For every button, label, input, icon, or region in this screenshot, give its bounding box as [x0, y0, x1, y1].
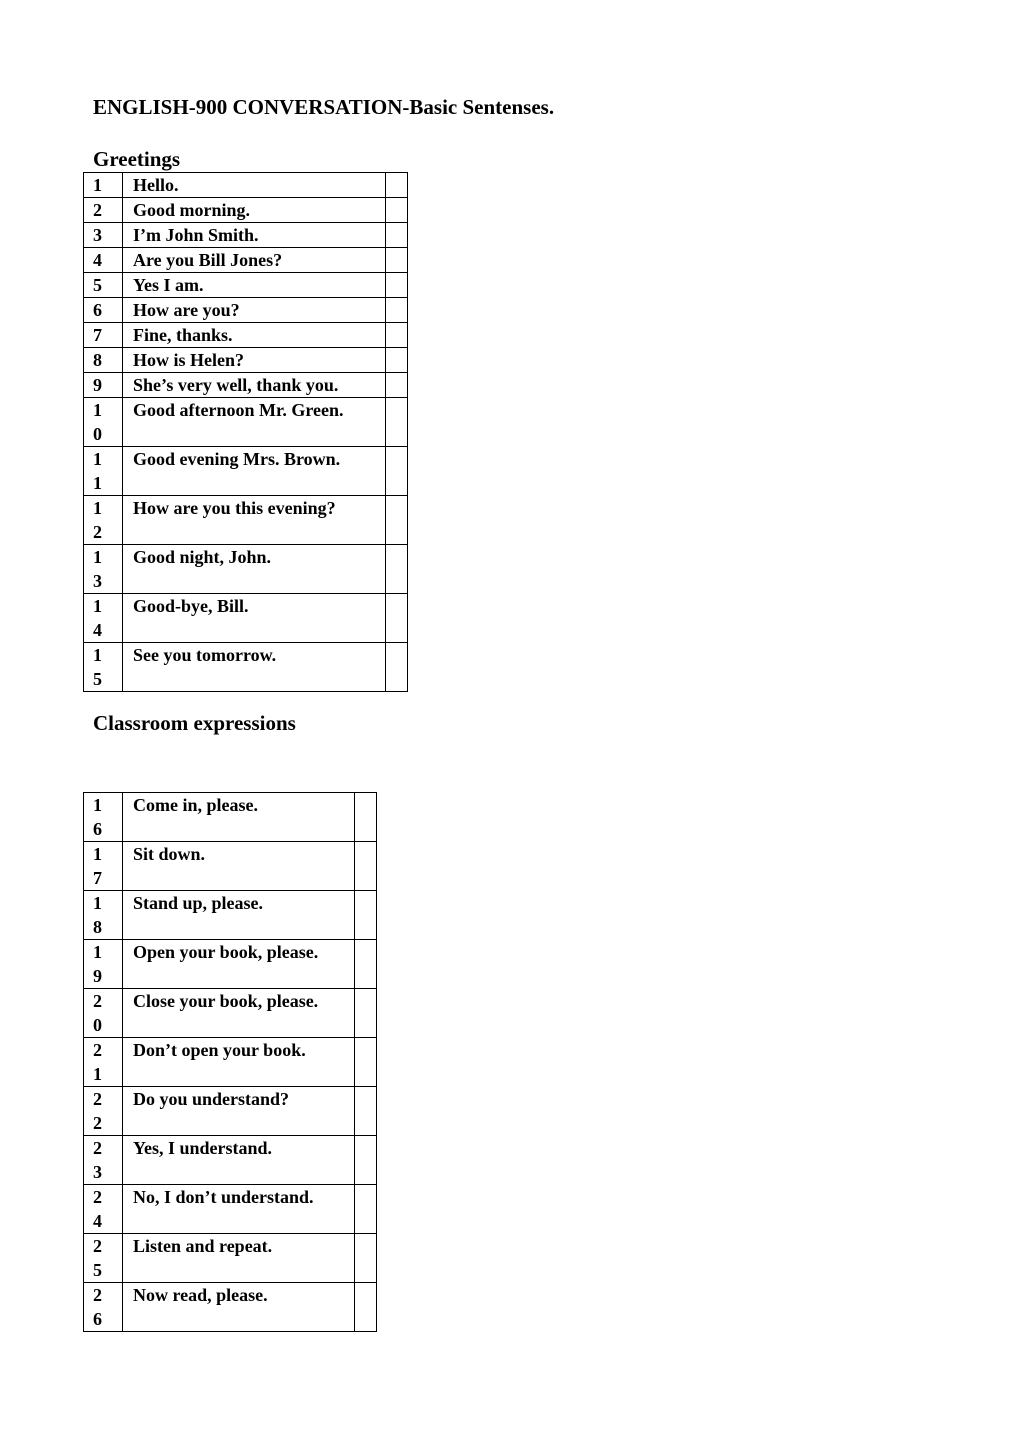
sentence-text: Stand up, please.: [123, 891, 355, 940]
section-heading-greetings: Greetings: [93, 147, 181, 171]
blank-cell: [355, 1038, 377, 1087]
blank-cell: [386, 398, 408, 447]
row-number: 20: [93, 991, 102, 1035]
table-row: [84, 248, 408, 273]
blank-cell: [355, 1185, 377, 1234]
table-row: [84, 989, 377, 1038]
table-row: [84, 1038, 377, 1087]
table-row: [84, 198, 408, 223]
sentence-text: Good morning.: [123, 198, 386, 223]
table-row: [84, 373, 408, 398]
blank-cell: [386, 348, 408, 373]
blank-cell: [355, 1234, 377, 1283]
greetings-table: [83, 172, 408, 692]
sentence-text: Open your book, please.: [123, 940, 355, 989]
row-number: 6: [93, 300, 102, 320]
row-number: 8: [93, 350, 102, 370]
sentence-text: Don’t open your book.: [123, 1038, 355, 1087]
row-number: 9: [93, 375, 102, 395]
row-number: 7: [93, 325, 102, 345]
row-number: 19: [93, 942, 102, 986]
row-number: 22: [93, 1089, 102, 1133]
blank-cell: [355, 891, 377, 940]
sentence-text: Come in, please.: [123, 793, 355, 842]
table-row: [84, 348, 408, 373]
row-number: 24: [93, 1187, 102, 1231]
document-title: ENGLISH-900 CONVERSATION-Basic Sentenses.: [93, 95, 555, 119]
row-number: 26: [93, 1285, 102, 1329]
blank-cell: [386, 594, 408, 643]
table-row: [84, 273, 408, 298]
blank-cell: [386, 223, 408, 248]
sentence-text: Hello.: [123, 173, 386, 198]
table-row: [84, 842, 377, 891]
row-number: 14: [93, 596, 102, 640]
row-number: 16: [93, 795, 102, 839]
blank-cell: [386, 643, 408, 692]
row-number: 17: [93, 844, 102, 888]
table-row: [84, 1087, 377, 1136]
table-row: [84, 496, 408, 545]
row-number: 3: [93, 225, 102, 245]
sentence-text: Now read, please.: [123, 1283, 355, 1332]
sentence-text: Listen and repeat.: [123, 1234, 355, 1283]
sentence-text: Yes I am.: [123, 273, 386, 298]
blank-cell: [355, 842, 377, 891]
blank-cell: [386, 248, 408, 273]
row-number: 5: [93, 275, 102, 295]
table-row: [84, 643, 408, 692]
row-number: 1: [93, 175, 102, 195]
blank-cell: [386, 373, 408, 398]
table-row: [84, 298, 408, 323]
table-row: [84, 545, 408, 594]
sentence-text: Good night, John.: [123, 545, 386, 594]
sentence-text: Good evening Mrs. Brown.: [123, 447, 386, 496]
table-row: [84, 940, 377, 989]
blank-cell: [355, 940, 377, 989]
sentence-text: Fine, thanks.: [123, 323, 386, 348]
blank-cell: [386, 447, 408, 496]
row-number: 11: [93, 449, 102, 493]
row-number: 4: [93, 250, 102, 270]
sentence-text: She’s very well, thank you.: [123, 373, 386, 398]
section-heading-classroom: Classroom expressions: [93, 711, 296, 735]
row-number: 12: [93, 498, 102, 542]
blank-cell: [386, 323, 408, 348]
blank-cell: [386, 198, 408, 223]
blank-cell: [355, 1136, 377, 1185]
row-number: 10: [93, 400, 102, 444]
sentence-text: How are you?: [123, 298, 386, 323]
blank-cell: [355, 989, 377, 1038]
classroom-table: [83, 792, 377, 1332]
row-number: 18: [93, 893, 102, 937]
row-number: 15: [93, 645, 102, 689]
row-number: 25: [93, 1236, 102, 1280]
blank-cell: [355, 793, 377, 842]
sentence-text: Good-bye, Bill.: [123, 594, 386, 643]
sentence-text: How are you this evening?: [123, 496, 386, 545]
table-row: [84, 594, 408, 643]
row-number: 2: [93, 200, 102, 220]
sentence-text: No, I don’t understand.: [123, 1185, 355, 1234]
table-row: [84, 891, 377, 940]
table-row: [84, 1283, 377, 1332]
table-row: [84, 323, 408, 348]
table-row: [84, 173, 408, 198]
sentence-text: How is Helen?: [123, 348, 386, 373]
table-row: [84, 398, 408, 447]
blank-cell: [386, 173, 408, 198]
sentence-text: Yes, I understand.: [123, 1136, 355, 1185]
table-row: [84, 1185, 377, 1234]
table-row: [84, 1136, 377, 1185]
sentence-text: See you tomorrow.: [123, 643, 386, 692]
row-number: 21: [93, 1040, 102, 1084]
table-row: [84, 1234, 377, 1283]
table-row: [84, 447, 408, 496]
blank-cell: [386, 298, 408, 323]
blank-cell: [355, 1087, 377, 1136]
row-number: 13: [93, 547, 102, 591]
sentence-text: Are you Bill Jones?: [123, 248, 386, 273]
sentence-text: Sit down.: [123, 842, 355, 891]
blank-cell: [386, 545, 408, 594]
sentence-text: Good afternoon Mr. Green.: [123, 398, 386, 447]
blank-cell: [386, 273, 408, 298]
blank-cell: [386, 496, 408, 545]
table-row: [84, 223, 408, 248]
blank-cell: [355, 1283, 377, 1332]
sentence-text: I’m John Smith.: [123, 223, 386, 248]
sentence-text: Close your book, please.: [123, 989, 355, 1038]
row-number: 23: [93, 1138, 102, 1182]
sentence-text: Do you understand?: [123, 1087, 355, 1136]
table-row: [84, 793, 377, 842]
